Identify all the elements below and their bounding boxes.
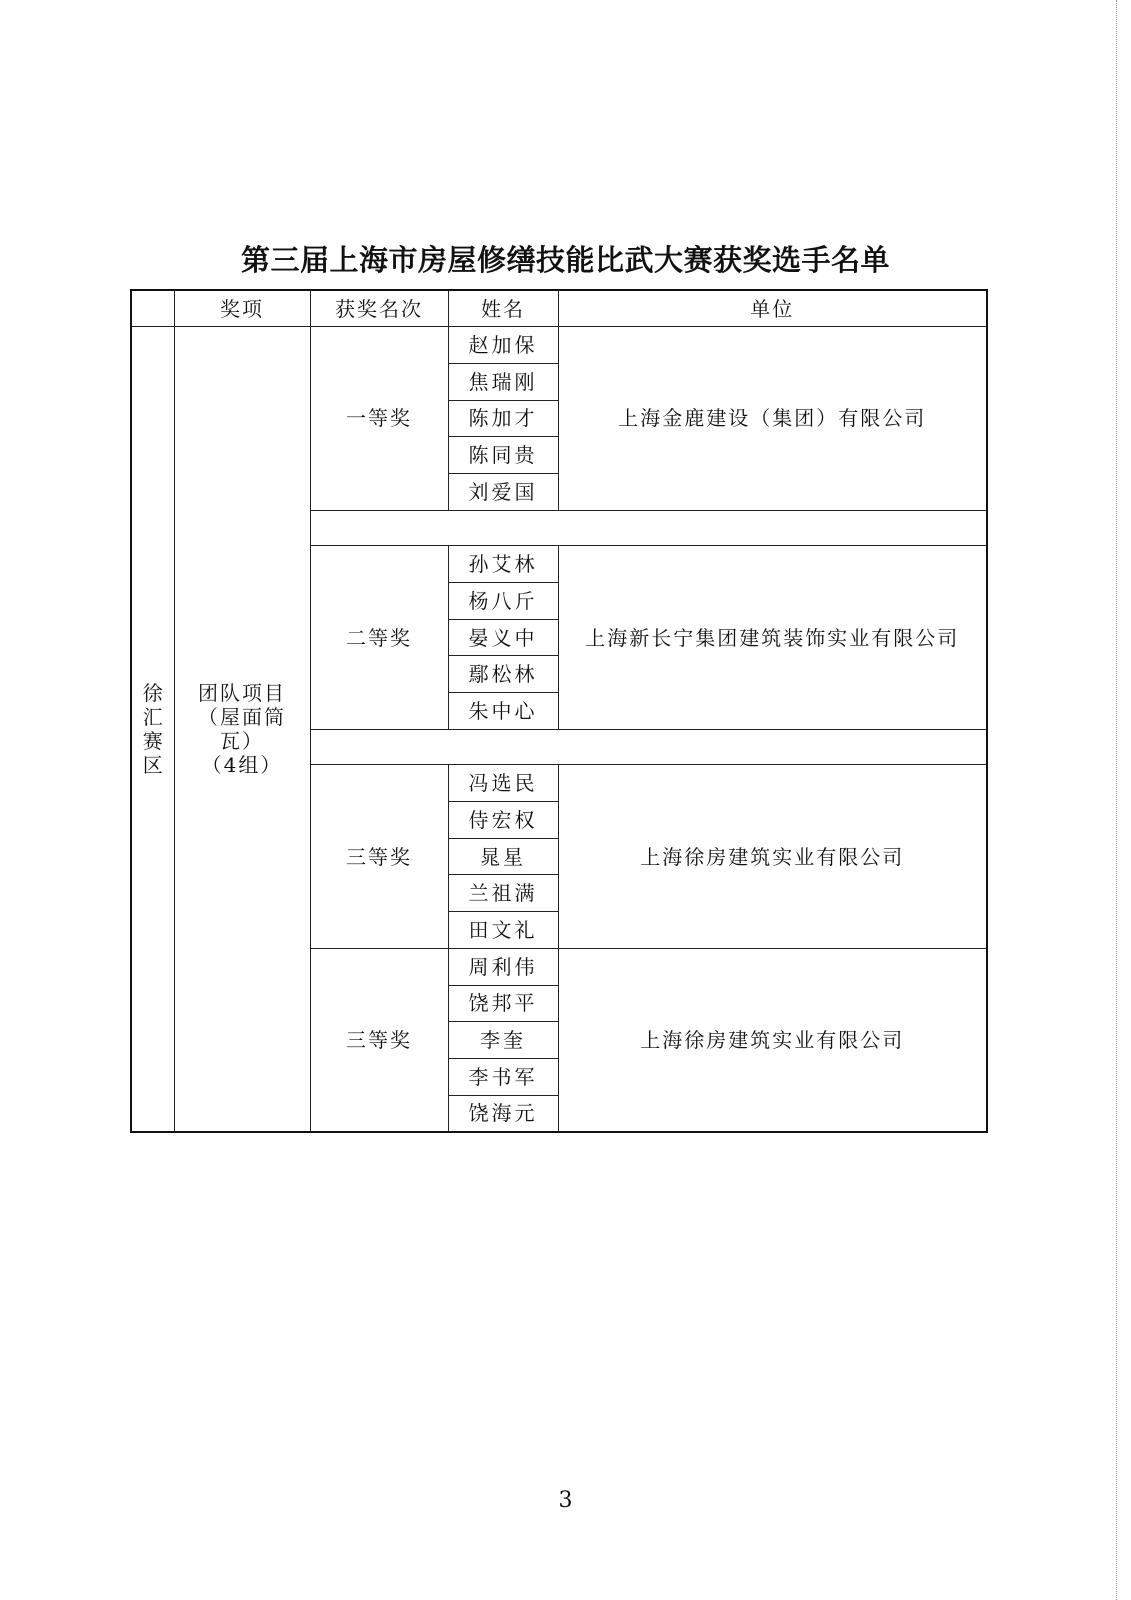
member-name: 晁星 xyxy=(448,838,558,875)
member-name: 杨八斤 xyxy=(448,582,558,619)
member-name: 赵加保 xyxy=(448,327,558,364)
member-name: 田文礼 xyxy=(448,912,558,949)
spacer-cell xyxy=(310,510,987,546)
prize-cell: 二等奖 xyxy=(310,546,448,729)
spacer-cell xyxy=(310,729,987,765)
prize-cell: 三等奖 xyxy=(310,948,448,1132)
document-title: 第三届上海市房屋修缮技能比武大赛获奖选手名单 xyxy=(240,243,890,277)
project-cell: 团队项目 （屋面筒 瓦） （4组） xyxy=(174,327,310,1132)
member-name: 朱中心 xyxy=(448,693,558,730)
header-row xyxy=(131,290,987,327)
member-name: 周利伟 xyxy=(448,948,558,985)
member-name: 孙艾林 xyxy=(448,546,558,583)
member-name: 饶海元 xyxy=(448,1095,558,1132)
region-header-blank xyxy=(131,290,174,327)
member-name: 饶邦平 xyxy=(448,985,558,1022)
header-award-item: 奖项 xyxy=(174,290,310,327)
member-name: 冯选民 xyxy=(448,765,558,802)
member-name: 陈同贵 xyxy=(448,437,558,474)
member-name: 李书军 xyxy=(448,1058,558,1095)
member-name: 焦瑞刚 xyxy=(448,363,558,400)
member-name: 李奎 xyxy=(448,1022,558,1059)
header-unit: 单位 xyxy=(558,290,987,327)
member-name: 晏义中 xyxy=(448,619,558,656)
member-name: 侍宏权 xyxy=(448,802,558,839)
prize-cell: 一等奖 xyxy=(310,327,448,510)
member-name: 鄢松林 xyxy=(448,656,558,693)
table-row xyxy=(131,327,987,364)
member-name: 刘爱国 xyxy=(448,473,558,510)
member-name: 陈加才 xyxy=(448,400,558,437)
header-rank: 获奖名次 xyxy=(310,290,448,327)
prize-cell: 三等奖 xyxy=(310,765,448,948)
unit-cell: 上海新长宁集团建筑装饰实业有限公司 xyxy=(558,546,987,729)
unit-cell: 上海徐房建筑实业有限公司 xyxy=(558,948,987,1132)
unit-cell: 上海金鹿建设（集团）有限公司 xyxy=(558,327,987,510)
unit-cell: 上海徐房建筑实业有限公司 xyxy=(558,765,987,948)
region-cell: 徐 汇 赛 区 xyxy=(131,327,174,1132)
member-name: 兰祖满 xyxy=(448,875,558,912)
page-number: 3 xyxy=(558,1488,573,1513)
header-name: 姓名 xyxy=(448,290,558,327)
awards-table xyxy=(130,289,988,1133)
